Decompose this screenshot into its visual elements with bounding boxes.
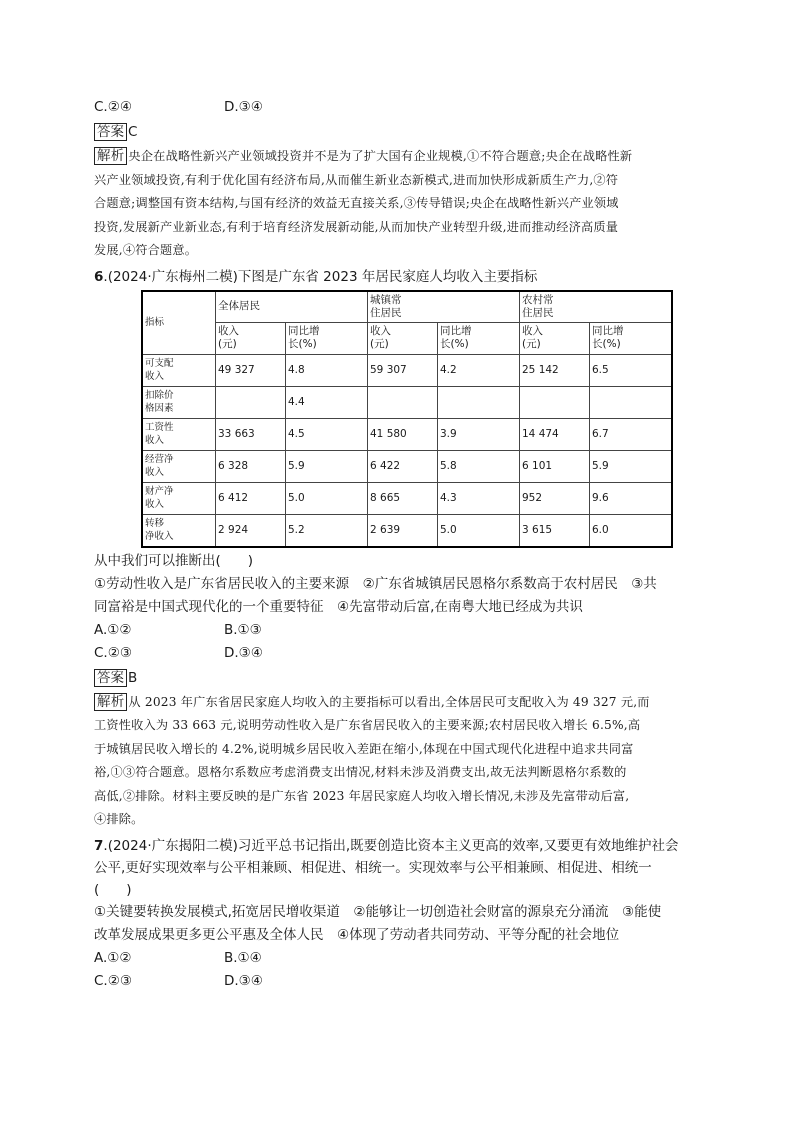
table-cell: 14 474 [520,418,590,450]
table-cell: 49 327 [216,354,286,386]
table-cell: 6 422 [368,450,438,482]
q5-answer-line [94,121,706,143]
q7-options-row [94,947,706,970]
row-label: 经营净 收入 [142,450,216,482]
q7-stem [94,835,706,857]
table-cell: 2 639 [368,514,438,547]
q6-explanation-line: 于城镇居民收入增长的 4.2%,说明城乡居民收入差距在缩小,体现在中国式现代化进程中追求共同富 [94,741,634,756]
subheader-income: 收入 (元) [520,322,590,354]
table-cell: 6 412 [216,482,286,514]
q6-options-row [94,642,706,665]
q6-explanation-line: ④排除。 [94,812,144,826]
table-cell: 4.2 [438,354,520,386]
table-cell: 4.5 [286,418,368,450]
table-cell: 4.3 [438,482,520,514]
q5-explanation-line: 兴产业领域投资,有利于优化国有经济布局,从而催生新业态新模式,进而加快形成新质生产力,②符 [94,172,619,187]
q7-statement-line: ①关键要转换发展模式,拓宽居民增收渠道 ②能够让一切创造社会财富的源泉充分涌流 ③能使 [94,903,662,920]
table-cell: 4.4 [286,386,368,418]
q6-statement-line: ①劳动性收入是广东省居民收入的主要来源 ②广东省城镇居民恩格尔系数高于农村居民 ③共 [94,575,657,592]
table-cell: 3 615 [520,514,590,547]
table-cell: 41 580 [368,418,438,450]
table-row [142,514,672,547]
table-row [142,418,672,450]
table-cell: 59 307 [368,354,438,386]
q6-option-b: B.①③ [224,621,262,638]
q6-explanation-line: 裕,①③符合题意。恩格尔系数应考虑消费支出情况,材料未涉及消费支出,故无法判断恩格尔系数的 [94,765,627,779]
table-cell: 6.5 [590,354,673,386]
row-label: 扣除价 格因素 [142,386,216,418]
q7-number: 7 [94,837,104,854]
table-cell: 9.6 [590,482,673,514]
q6-answer-tag: 答案 [94,669,127,687]
q6-explanation [94,691,706,832]
q7-option-a: A.①② [94,949,132,966]
q6-stem [94,266,706,288]
income-table [141,290,673,548]
table-cell: 5.8 [438,450,520,482]
group-header-all: 全体居民 [216,291,368,323]
subheader-income: 收入 (元) [216,322,286,354]
q6-explanation-line: 高低,②排除。材料主要反映的是广东省 2023 年居民家庭人均收入增长情况,未涉及先富带动后富, [94,788,630,803]
group-header-rural: 农村常 住居民 [520,291,673,323]
table-cell [438,386,520,418]
table-cell: 8 665 [368,482,438,514]
table-cell: 6.7 [590,418,673,450]
q6-option-c: C.②③ [94,644,132,661]
table-cell: 33 663 [216,418,286,450]
table-corner-header: 指标 [142,291,216,355]
table-cell: 4.8 [286,354,368,386]
q6-explanation-line: 从 2023 年广东省居民家庭人均收入的主要指标可以看出,全体居民可支配收入为 49 327 元,而 [128,694,650,709]
table-cell: 5.9 [286,450,368,482]
table-row [142,482,672,514]
document-page [94,96,706,993]
q6-option-a: A.①② [94,621,132,638]
table-cell: 952 [520,482,590,514]
row-label: 转移 净收入 [142,514,216,547]
q7-option-b: B.①④ [224,949,262,966]
q7-stem-line: 公平,更好实现效率与公平相兼顾、相促进、相统一。实现效率与公平相兼顾、相促进、相统一 [94,859,652,876]
table-cell: 5.0 [286,482,368,514]
q6-explanation-line: 工资性收入为 33 663 元,说明劳动性收入是广东省居民收入的主要来源;农村居民收入增长 6.5%,高 [94,718,641,732]
q6-options-row [94,619,706,642]
q6-statement-line: 同富裕是中国式现代化的一个重要特征 ④先富带动后富,在南粤大地已经成为共识 [94,598,583,615]
q6-number: 6 [94,268,104,285]
q5-options [94,96,706,119]
row-label: 可支配 收入 [142,354,216,386]
table-cell [216,386,286,418]
q5-explanation-line: 央企在战略性新兴产业领域投资并不是为了扩大国有企业规模,①不符合题意;央企在战略性新 [128,149,633,163]
q5-option-c: C.②④ [94,99,132,115]
q5-explanation-tag: 解析 [94,147,127,165]
table-cell: 5.9 [590,450,673,482]
q5-explanation-line: 投资,发展新产业新业态,有利于培育经济发展新动能,从而加快产业转型升级,进而推动经济高质量 [94,219,619,234]
subheader-growth: 同比增 长(%) [438,322,520,354]
table-cell: 25 142 [520,354,590,386]
q6-answer: B [128,669,138,686]
q7-statement-line: 改革发展成果更多更公平惠及全体人民 ④体现了劳动者共同劳动、平等分配的社会地位 [94,926,620,943]
q6-option-d: D.③④ [224,644,263,661]
table-cell: 6.0 [590,514,673,547]
q5-option-d: D.③④ [224,99,263,115]
q5-explanation [94,145,706,263]
q7-option-c: C.②③ [94,972,132,989]
table-cell: 5.0 [438,514,520,547]
table-cell [590,386,673,418]
q7-stem-line: ( ) [94,881,132,898]
q6-prompt: 从中我们可以推断出( ) [94,552,254,569]
table-row [142,354,672,386]
table-cell [520,386,590,418]
table-row [142,450,672,482]
q5-explanation-line: 合题意;调整国有资本结构,与国有经济的效益无直接关系,③传导错误;央企在战略性新兴产业领域 [94,196,619,210]
q5-answer: C [128,124,138,140]
subheader-income: 收入 (元) [368,322,438,354]
q6-source: .(2024·广东梅州二模) [103,268,238,285]
table-cell: 3.9 [438,418,520,450]
q5-answer-tag: 答案 [94,123,127,141]
q5-explanation-line: 发展,④符合题意。 [94,243,198,257]
table-cell: 2 924 [216,514,286,547]
subheader-growth: 同比增 长(%) [590,322,673,354]
q7-option-d: D.③④ [224,972,263,989]
row-label: 财产净 收入 [142,482,216,514]
row-label: 工资性 收入 [142,418,216,450]
group-header-urban: 城镇常 住居民 [368,291,520,323]
q7-stem-line: .(2024·广东揭阳二模)习近平总书记指出,既要创造比资本主义更高的效率,又要更有效地维护社会 [103,837,679,854]
table-cell [368,386,438,418]
table-cell: 6 328 [216,450,286,482]
q6-explanation-tag: 解析 [94,693,127,711]
table-row [142,386,672,418]
q6-answer-line [94,667,706,689]
table-cell: 6 101 [520,450,590,482]
table-cell: 5.2 [286,514,368,547]
q7-options-row [94,970,706,993]
subheader-growth: 同比增 长(%) [286,322,368,354]
q6-stem-text: 下图是广东省 2023 年居民家庭人均收入主要指标 [237,268,538,285]
